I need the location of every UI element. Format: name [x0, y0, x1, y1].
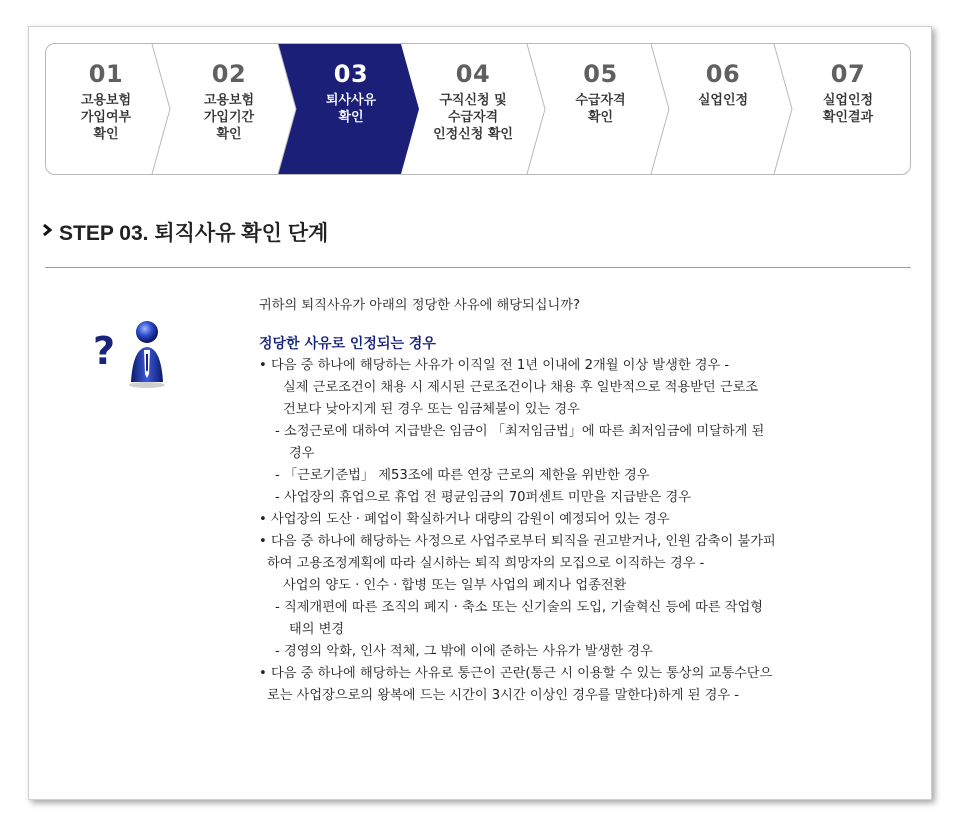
step-06 — [660, 44, 786, 174]
question-person-icon — [89, 312, 169, 392]
list-item: • 다음 중 하나에 해당하는 사정으로 사업주로부터 퇴직을 권고받거나, 인원 감축이 불가피 — [259, 534, 776, 549]
step-label: 퇴사사유 확인 — [325, 93, 377, 125]
step-07 — [786, 44, 910, 174]
step-number: 02 — [211, 60, 247, 88]
step-progress-bar — [45, 43, 911, 175]
page-title: STEP 03. 퇴직사유 확인 단계 — [59, 222, 329, 245]
list-item: 태의 변경 — [289, 622, 345, 637]
step-number: 07 — [830, 60, 866, 88]
step-label: 실업인정 확인결과 — [822, 93, 874, 125]
section-title: 정당한 사유로 인정되는 경우 — [259, 336, 436, 352]
content-area — [259, 295, 919, 707]
step-label: 구직신청 및 수급자격 인정신청 확인 — [433, 93, 513, 142]
list-item: 경우 — [289, 446, 315, 461]
step-04 — [412, 44, 534, 174]
list-item: - 소정근로에 대하여 지급받은 임금이 「최저임금법」에 따른 최저임금에 미달하게 된 — [275, 424, 765, 439]
step-05 — [538, 44, 663, 174]
step-number: 06 — [705, 60, 741, 88]
list-item: • 사업장의 도산 · 폐업이 확실하거나 대량의 감원이 예정되어 있는 경우 — [259, 512, 670, 527]
list-item: - 직제개편에 따른 조직의 폐지 · 축소 또는 신기술의 도입, 기술혁신 등에 따른 작업형 — [275, 600, 764, 615]
step-01 — [46, 44, 166, 174]
list-item: • 다음 중 하나에 해당하는 사유로 통근이 곤란(통근 시 이용할 수 있는 통상의 교통수단으 — [259, 666, 773, 681]
step-03-current — [292, 44, 410, 174]
list-item: 사업의 양도 · 인수 · 합병 또는 일부 사업의 폐지나 업종전환 — [283, 578, 627, 593]
step-number: 05 — [583, 60, 618, 88]
list-item: - 「근로기준법」 제53조에 따른 연장 근로의 제한을 위반한 경우 — [275, 468, 650, 483]
chevron-right-icon — [41, 223, 53, 237]
svg-text:?: ? — [93, 329, 116, 373]
list-item: 로는 사업장으로의 왕복에 드는 시간이 3시간 이상인 경우를 말한다)하게 된 경우 - — [267, 688, 740, 703]
list-item: 실제 근로조건이 채용 시 제시된 근로조건이나 채용 후 일반적으로 적용받던 근로조 — [283, 380, 759, 395]
list-item: - 경영의 악화, 인사 적체, 그 밖에 이에 준하는 사유가 발생한 경우 — [275, 644, 653, 659]
step-number: 03 — [333, 60, 369, 88]
step-label: 고용보험 가입여부 확인 — [80, 93, 132, 142]
title-divider — [45, 267, 911, 268]
step-label: 수급자격 확인 — [575, 93, 626, 125]
question-text: 귀하의 퇴직사유가 아래의 정당한 사유에 해당되십니까? — [259, 298, 580, 313]
step-02 — [164, 44, 294, 174]
main-frame — [28, 26, 932, 800]
step-number: 04 — [455, 60, 491, 88]
step-label: 고용보험 가입기간 확인 — [203, 93, 255, 142]
list-item: • 다음 중 하나에 해당하는 사유가 이직일 전 1년 이내에 2개월 이상 발생한 경우 - — [259, 358, 730, 373]
list-item: 건보다 낮아지게 된 경우 또는 임금체불이 있는 경우 — [283, 402, 580, 417]
list-item: - 사업장의 휴업으로 휴업 전 평균임금의 70퍼센트 미만을 지급받은 경우 — [275, 490, 691, 505]
step-number: 01 — [88, 60, 124, 88]
list-item: 하여 고용조정계획에 따라 실시하는 퇴직 희망자의 모집으로 이직하는 경우 - — [267, 556, 705, 571]
step-label: 실업인정 — [697, 93, 749, 108]
